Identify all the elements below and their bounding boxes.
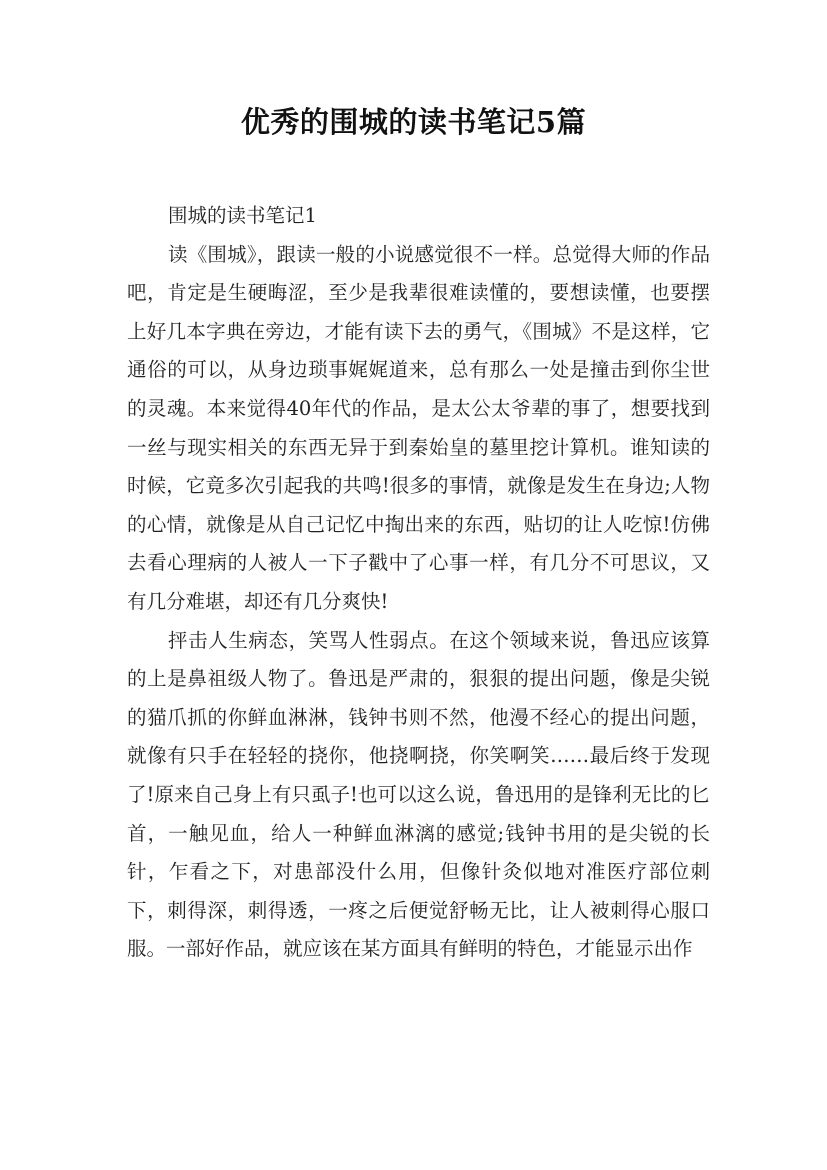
- document-body: [127, 197, 710, 969]
- document-title: 优秀的围城的读书笔记5篇: [240, 105, 587, 139]
- section-heading: 围城的读书笔记1: [168, 204, 317, 227]
- paragraph-2: 抨击人生病态，笑骂人性弱点。在这个领域来说，鲁迅应该算的上是鼻祖级人物了。鲁迅是严肃的，狠狠的提出问题，像是尖锐的猫爪抓的你鲜血淋淋，钱钟书则不然，他漫不经心的提出问题，就像有只手在轻轻的挠你，他挠啊挠，你笑啊笑……最后终于发现了!原来自己身上有只虱子!也可以这么说，鲁迅用的是锋利无比的匕首，一触见血，给人一种鲜血淋漓的感觉;钱钟书用的是尖锐的长针，乍看之下，对患部没什么用，但像针灸似地对准医疗部位刺下，刺得深，刺得透，一疼之后便觉舒畅无比，让人被刺得心服口服。一部好作品，就应该在某方面具有鲜明的特色，才能显示出作: [127, 628, 710, 961]
- paragraph-1: 读《围城》，跟读一般的小说感觉很不一样。总觉得大师的作品吧，肯定是生硬晦涩，至少是我辈很难读懂的，要想读懂，也要摆上好几本字典在旁边，才能有读下去的勇气，《围城》不是这样，它通俗的可以，从身边琐事娓娓道来，总有那么一处是撞击到你尘世的灵魂。本来觉得40年代的作品，是太公太爷辈的事了，想要找到一丝与现实相关的东西无异于到秦始皇的墓里挖计算机。谁知读的时候，它竟多次引起我的共鸣!很多的事情，就像是发生在身边;人物的心情，就像是从自己记忆中掏出来的东西，贴切的让人吃惊!仿佛去看心理病的人被人一下子戳中了心事一样，有几分不可思议，又有几分难堪，却还有几分爽快!: [127, 242, 710, 613]
